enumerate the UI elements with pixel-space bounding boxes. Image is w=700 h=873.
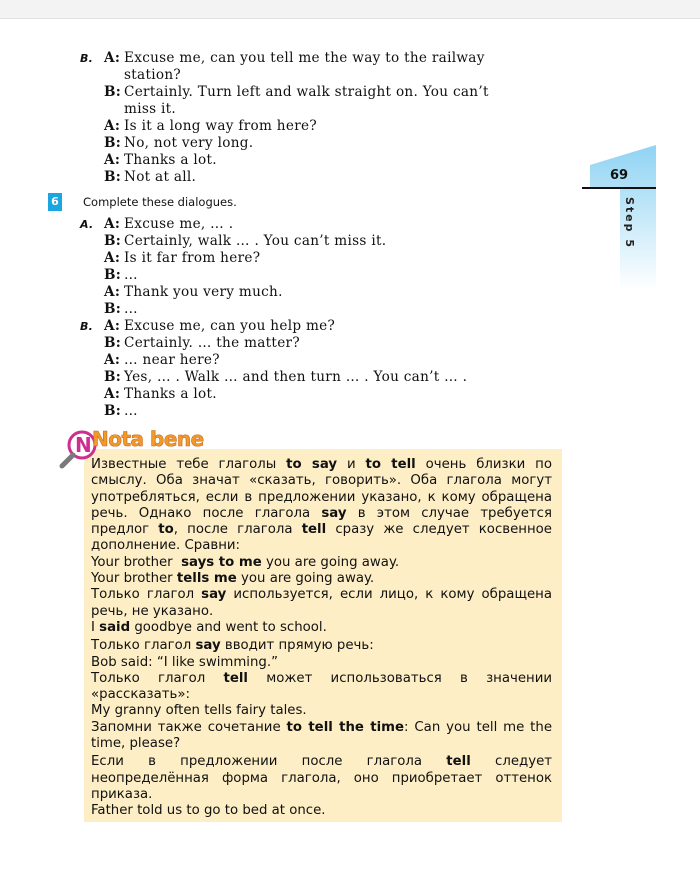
speaker: A:	[104, 284, 121, 300]
dialogue-line	[80, 301, 570, 318]
speaker: A:	[104, 352, 121, 368]
speaker: B:	[104, 369, 122, 385]
dialogue-letter: A.	[80, 218, 94, 231]
dialogue-line	[80, 267, 570, 284]
tab-divider	[582, 187, 656, 189]
speaker: A:	[104, 216, 121, 232]
line-text: Excuse me, can you help me?	[124, 318, 336, 334]
line-text: miss it.	[124, 101, 177, 117]
speaker: B:	[104, 84, 122, 100]
nota-bene-text	[91, 457, 552, 820]
line-text: Certainly. … the matter?	[124, 335, 300, 351]
example-sentence: Your brother tells me you are going away.	[91, 571, 375, 587]
example-sentence: Father told us to go to bed at once.	[91, 803, 326, 819]
line-text: …	[124, 267, 138, 283]
speaker: A:	[104, 318, 121, 334]
svg-text:N: N	[75, 433, 92, 457]
speaker: B:	[104, 403, 122, 419]
dialogue-line	[80, 216, 570, 233]
line-text: Certainly. Turn left and walk straight on. You can’t	[124, 84, 489, 100]
speaker	[104, 101, 124, 118]
step-label: Step 5	[623, 197, 636, 249]
nota-bene-title: Nota bene	[92, 427, 204, 451]
speaker: B:	[104, 233, 122, 249]
dialogue-line	[80, 284, 570, 301]
line-text: Excuse me, can you tell me the way to the railway	[124, 50, 485, 66]
speaker: A:	[104, 152, 121, 168]
line-text: Thanks a lot.	[124, 386, 217, 402]
line-text: …	[124, 403, 138, 419]
dialogue-a	[80, 216, 570, 318]
line-text: station?	[124, 67, 181, 83]
speaker: B:	[104, 135, 122, 151]
dialogue-line	[80, 135, 570, 152]
example-sentence: Your brother says to me you are going away.	[91, 554, 400, 570]
dialogue-line	[80, 318, 570, 335]
dialogue-line	[80, 169, 570, 186]
dialogue-line	[80, 67, 570, 84]
line-text: Yes, … . Walk … and then turn … . You can’t … .	[124, 369, 468, 385]
exercise-title: Complete these dialogues.	[83, 195, 237, 209]
dialogue-line	[80, 84, 570, 101]
dialogue-line	[80, 118, 570, 135]
line-text: Certainly, walk … . You can’t miss it.	[124, 233, 387, 249]
example-sentence: My granny often tells fairy tales.	[91, 703, 307, 719]
speaker: A:	[104, 50, 121, 66]
exercise-number-badge: 6	[48, 193, 62, 211]
speaker: B:	[104, 301, 122, 317]
dialogue-line	[80, 152, 570, 169]
line-text: Is it far from here?	[124, 250, 261, 266]
line-text: … near here?	[124, 352, 220, 368]
speaker: B:	[104, 335, 122, 351]
rule-paragraph: Если в предложении после глагола tell следует неопределённая форма глагола, оно приобретает оттенок приказа.	[91, 754, 552, 802]
dialogue-line	[80, 250, 570, 267]
dialogue-b	[80, 318, 570, 420]
speaker	[104, 67, 124, 84]
rule-paragraph: Только глагол tell может использоваться в значении «рассказать»:	[91, 670, 552, 703]
top-edge	[0, 0, 700, 19]
line-text: Thanks a lot.	[124, 152, 217, 168]
rule-paragraph: Только глагол say вводит прямую речь:	[91, 638, 374, 654]
dialogue-line	[80, 352, 570, 369]
dialogue-line	[80, 335, 570, 352]
speaker: B:	[104, 267, 122, 283]
page-number: 69	[609, 168, 629, 183]
dialogue-previous	[80, 50, 570, 186]
speaker: B:	[104, 169, 122, 185]
dialogue-letter: B.	[80, 52, 94, 65]
example-sentence: Bob said: “I like swimming.”	[91, 654, 278, 670]
line-text: Not at all.	[124, 169, 197, 185]
dialogue-line	[80, 403, 570, 420]
line-text: Is it a long way from here?	[124, 118, 317, 134]
speaker: A:	[104, 250, 121, 266]
line-text: …	[124, 301, 138, 317]
dialogue-line	[80, 233, 570, 250]
dialogue-line	[80, 386, 570, 403]
line-text: Thank you very much.	[124, 284, 283, 300]
speaker: A:	[104, 118, 121, 134]
example-sentence: I said goodbye and went to school.	[91, 619, 327, 635]
speaker: A:	[104, 386, 121, 402]
dialogue-line	[80, 101, 570, 118]
line-text: Excuse me, … .	[124, 216, 234, 232]
rule-paragraph: Запомни также сочетание to tell the time: Can you tell me the time, please?	[91, 719, 552, 752]
rule-paragraph: Известные тебе глаголы to say и to tell очень близки по смыслу. Оба значат «сказать, говорить». Оба глагола могут употребляться, если в предложении указано, к кому обращена речь. Однако после глагола say в этом случае требуется предлог to, после глагола tell сразу же следует косвенное дополнение. Сравни:	[91, 457, 552, 554]
dialogue-line	[80, 50, 570, 67]
rule-paragraph: Только глагол say используется, если лицо, к кому обращена речь, не указано.	[91, 587, 552, 619]
dialogue-letter: B.	[80, 320, 94, 333]
dialogue-line	[80, 369, 570, 386]
line-text: No, not very long.	[124, 135, 254, 151]
